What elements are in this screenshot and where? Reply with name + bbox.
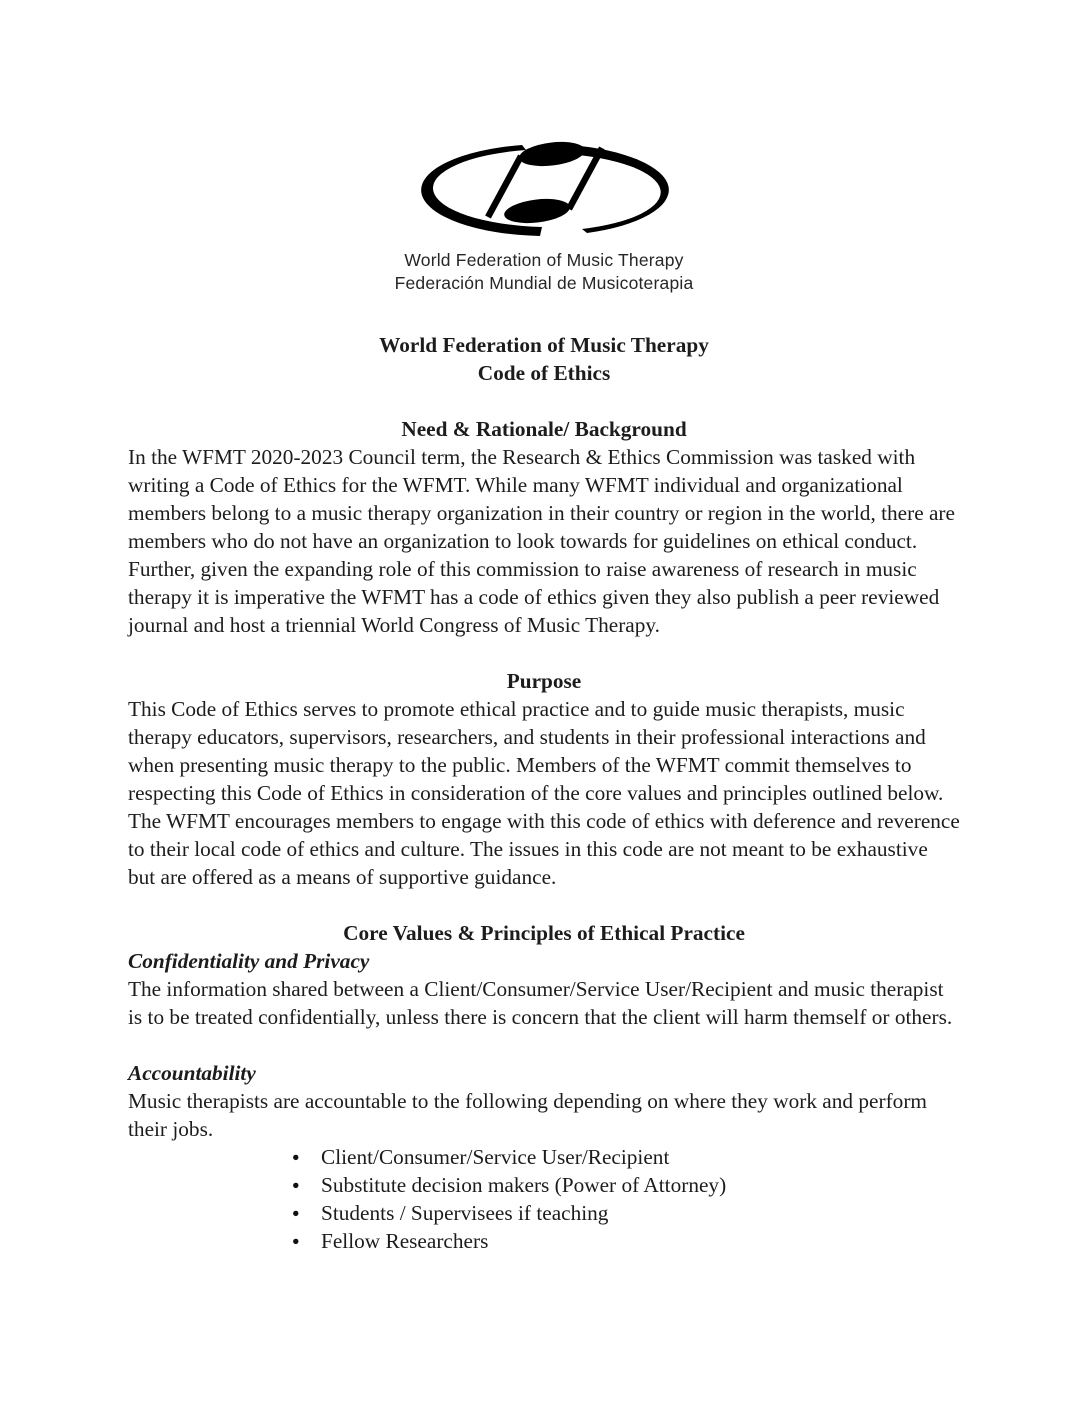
bullet-icon: ● — [292, 1150, 300, 1164]
bullet-icon: ● — [292, 1178, 300, 1192]
wfmt-logo — [128, 140, 960, 294]
paragraph-need-rationale: In the WFMT 2020-2023 Council term, the Research & Ethics Commission was tasked with writing a Code of Ethics for the WFMT. While many WFMT individual and organizational members belong to a music therapy organization in their country or region in the world, there are members who do not have an organization to look towards for guidelines on ethical conduct. Further, given the expanding role of this commission to raise awareness of research in music therapy it is imperative the WFMT has a code of ethics given they also publish a peer reviewed journal and host a triennial World Congress of Music Therapy. — [128, 445, 955, 637]
bullet-icon: ● — [292, 1206, 300, 1220]
paragraph-purpose: This Code of Ethics serves to promote ethical practice and to guide music therapists, music therapy educators, supervisors, researchers, and students in their professional interactions and when presenting music therapy to the public. Members of the WFMT commit themselves to respecting this Code of Ethics in consideration of the core values and principles outlined below. The WFMT encourages members to engage with this code of ethics with deference and reverence to their local code of ethics and culture. The issues in this code are not meant to be exhaustive but are offered as a means of supportive guidance. — [128, 697, 960, 889]
logo-caption-en: World Federation of Music Therapy — [404, 250, 684, 270]
list-item-text: Substitute decision makers (Power of Attorney) — [321, 1173, 727, 1197]
section-heading-need-rationale: Need & Rationale/ Background — [401, 417, 687, 441]
list-item — [292, 1171, 960, 1199]
list-item-text: Fellow Researchers — [321, 1229, 489, 1253]
section-core-values — [128, 919, 960, 1255]
paragraph-confidentiality: The information shared between a Client/Consumer/Service User/Recipient and music therapist is to be treated confidentially, unless there is concern that the client will harm themself or others. — [128, 977, 953, 1029]
logo-caption-es: Federación Mundial de Musicoterapia — [394, 272, 694, 293]
accountability-list — [128, 1143, 960, 1255]
bullet-icon: ● — [292, 1234, 300, 1248]
doc-title: World Federation of Music Therapy — [379, 333, 709, 357]
subsection-confidentiality — [128, 947, 960, 1031]
doc-title-block — [128, 331, 960, 387]
subheading-accountability: Accountability — [128, 1061, 256, 1085]
subheading-confidentiality: Confidentiality and Privacy — [128, 949, 370, 973]
list-item — [292, 1143, 960, 1171]
section-heading-purpose: Purpose — [506, 669, 582, 693]
music-notes-icon — [414, 140, 674, 240]
list-item-text: Client/Consumer/Service User/Recipient — [321, 1145, 670, 1169]
doc-subtitle: Code of Ethics — [477, 361, 611, 385]
paragraph-accountability: Music therapists are accountable to the following depending on where they work and perform their jobs. — [128, 1089, 927, 1141]
list-item — [292, 1199, 960, 1227]
section-heading-core-values: Core Values & Principles of Ethical Practice — [343, 921, 745, 945]
section-purpose — [128, 667, 960, 891]
logo-caption — [128, 249, 960, 294]
list-item-text: Students / Supervisees if teaching — [321, 1201, 609, 1225]
section-need-rationale — [128, 415, 960, 639]
subsection-accountability — [128, 1059, 960, 1255]
list-item — [292, 1227, 960, 1255]
